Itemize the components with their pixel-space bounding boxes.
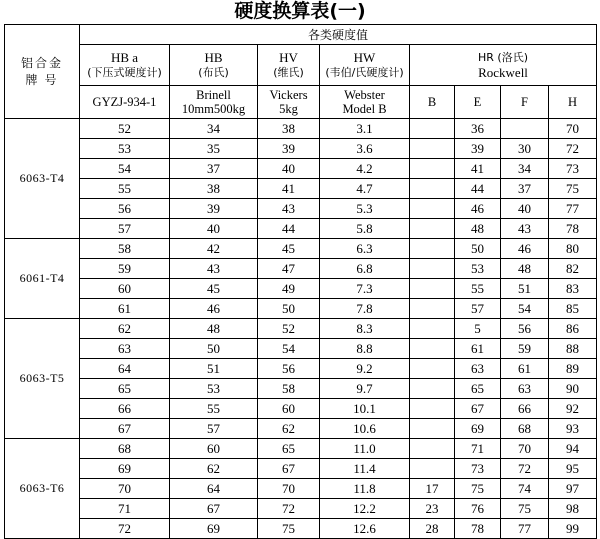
cell-hb: 62 [170,459,258,479]
header-hv-instrument [258,86,320,119]
header-hr-group [410,45,597,86]
cell-hw: 5.8 [320,219,410,239]
header-alloy-grade-line1: 铝合金 [20,55,63,70]
cell-hr-e: 46 [455,199,501,219]
header-hv-sub1: Vickers [269,88,308,102]
cell-hr-e: 50 [455,239,501,259]
cell-hr-f: 59 [501,339,549,359]
cell-hr-h: 92 [549,399,597,419]
cell-hr-f [501,119,549,139]
cell-hv: 75 [258,519,320,539]
cell-hr-e: 39 [455,139,501,159]
cell-hba: 71 [80,499,170,519]
header-hv-line1: HV [279,50,298,65]
cell-hr-h: 83 [549,279,597,299]
table-row [5,199,597,219]
header-hb [170,45,258,86]
header-hba-instrument [80,86,170,119]
table-row [5,519,597,539]
header-hba-sub1: GYZJ-934-1 [92,95,157,109]
cell-hw: 6.3 [320,239,410,259]
header-hw-line1: HW [353,50,376,65]
cell-hba: 72 [80,519,170,539]
cell-hr-b [410,119,455,139]
header-alloy-grade-line2: 牌 号 [25,72,59,87]
header-hba-line2: (下压式硬度计) [87,66,162,79]
cell-alloy-grade: 6063-T5 [5,319,80,439]
cell-hr-e: 41 [455,159,501,179]
cell-hr-h: 95 [549,459,597,479]
table-header-row-sub [5,86,597,119]
cell-hw: 7.8 [320,299,410,319]
cell-hv: 50 [258,299,320,319]
cell-hr-b [410,139,455,159]
cell-hr-h: 82 [549,259,597,279]
cell-hr-h: 99 [549,519,597,539]
cell-hb: 35 [170,139,258,159]
cell-hr-h: 85 [549,299,597,319]
cell-hv: 67 [258,459,320,479]
cell-hr-h: 97 [549,479,597,499]
cell-hw: 9.7 [320,379,410,399]
cell-hw: 3.6 [320,139,410,159]
cell-hr-e: 63 [455,359,501,379]
cell-hv: 58 [258,379,320,399]
cell-hr-f: 77 [501,519,549,539]
cell-hr-e: 5 [455,319,501,339]
cell-hr-e: 61 [455,339,501,359]
header-hw [320,45,410,86]
header-hv-line2: (维氏) [273,66,304,79]
cell-hb: 50 [170,339,258,359]
header-hb-instrument [170,86,258,119]
cell-hb: 46 [170,299,258,319]
header-hb-line2: (布氏) [198,66,229,79]
cell-hv: 60 [258,399,320,419]
cell-hr-f: 30 [501,139,549,159]
cell-hr-b [410,439,455,459]
cell-hr-b [410,359,455,379]
cell-hr-f: 56 [501,319,549,339]
cell-hb: 45 [170,279,258,299]
cell-hr-f: 37 [501,179,549,199]
cell-hw: 7.3 [320,279,410,299]
cell-hr-h: 75 [549,179,597,199]
cell-alloy-grade: 6061-T4 [5,239,80,319]
cell-hw: 12.6 [320,519,410,539]
cell-hw: 6.8 [320,259,410,279]
cell-hr-b: 28 [410,519,455,539]
cell-hr-e: 57 [455,299,501,319]
cell-hr-f: 46 [501,239,549,259]
cell-hv: 54 [258,339,320,359]
cell-hr-h: 89 [549,359,597,379]
table-header-row-main [5,45,597,86]
cell-hr-b [410,419,455,439]
cell-hr-f: 66 [501,399,549,419]
cell-hr-f: 54 [501,299,549,319]
cell-hb: 60 [170,439,258,459]
cell-hb: 38 [170,179,258,199]
cell-hr-h: 70 [549,119,597,139]
header-hr-line2: Rockwell [478,65,528,80]
cell-hw: 11.4 [320,459,410,479]
cell-hr-b [410,299,455,319]
cell-hr-f: 40 [501,199,549,219]
cell-hr-h: 80 [549,239,597,259]
header-hr-e: E [455,86,501,119]
cell-hv: 62 [258,419,320,439]
cell-hba: 60 [80,279,170,299]
cell-hb: 42 [170,239,258,259]
cell-hb: 55 [170,399,258,419]
cell-hba: 65 [80,379,170,399]
header-hb-sub2: 10mm500kg [181,102,246,116]
cell-hw: 4.2 [320,159,410,179]
table-row [5,439,597,459]
table-row [5,179,597,199]
cell-hr-f: 34 [501,159,549,179]
cell-hr-e: 67 [455,399,501,419]
table-body [5,119,597,539]
cell-hv: 72 [258,499,320,519]
cell-hr-b [410,199,455,219]
header-hv-sub2: 5kg [279,102,298,116]
cell-hba: 67 [80,419,170,439]
cell-hr-h: 86 [549,319,597,339]
cell-hb: 39 [170,199,258,219]
cell-hr-e: 44 [455,179,501,199]
header-hb-sub1: Brinell [196,88,231,102]
table-row [5,259,597,279]
cell-hba: 63 [80,339,170,359]
table-row [5,279,597,299]
cell-hv: 49 [258,279,320,299]
cell-hv: 70 [258,479,320,499]
cell-hr-h: 73 [549,159,597,179]
table-row [5,299,597,319]
cell-hba: 53 [80,139,170,159]
cell-hr-f: 48 [501,259,549,279]
cell-hb: 53 [170,379,258,399]
cell-hba: 68 [80,439,170,459]
cell-hr-b [410,459,455,479]
cell-hr-b [410,319,455,339]
cell-hr-h: 78 [549,219,597,239]
cell-hw: 3.1 [320,119,410,139]
cell-hr-b [410,159,455,179]
cell-hba: 59 [80,259,170,279]
cell-hr-h: 72 [549,139,597,159]
cell-hr-e: 65 [455,379,501,399]
cell-hw: 4.7 [320,179,410,199]
cell-hr-f: 70 [501,439,549,459]
cell-hb: 43 [170,259,258,279]
cell-hr-e: 48 [455,219,501,239]
table-row [5,419,597,439]
cell-hr-e: 71 [455,439,501,459]
cell-hr-f: 43 [501,219,549,239]
cell-hr-e: 55 [455,279,501,299]
table-row [5,379,597,399]
cell-hw: 9.2 [320,359,410,379]
table-row [5,239,597,259]
cell-hr-e: 76 [455,499,501,519]
header-hw-sub2: Model B [342,102,387,116]
cell-hr-b: 17 [410,479,455,499]
cell-hba: 58 [80,239,170,259]
cell-hr-h: 93 [549,419,597,439]
cell-hv: 56 [258,359,320,379]
cell-hv: 38 [258,119,320,139]
cell-hv: 40 [258,159,320,179]
cell-hr-e: 73 [455,459,501,479]
cell-hba: 62 [80,319,170,339]
table-header-row-group [5,25,597,45]
cell-hr-f: 61 [501,359,549,379]
cell-hv: 45 [258,239,320,259]
cell-hr-b [410,179,455,199]
cell-hr-b [410,399,455,419]
cell-hr-b: 23 [410,499,455,519]
cell-hw: 8.8 [320,339,410,359]
cell-hr-f: 68 [501,419,549,439]
cell-hw: 5.3 [320,199,410,219]
cell-hba: 54 [80,159,170,179]
header-hba [80,45,170,86]
cell-hb: 69 [170,519,258,539]
cell-hr-e: 78 [455,519,501,539]
table-row [5,479,597,499]
cell-hba: 61 [80,299,170,319]
cell-hw: 10.6 [320,419,410,439]
cell-hr-h: 98 [549,499,597,519]
cell-hba: 56 [80,199,170,219]
cell-hr-b [410,239,455,259]
hardness-conversion-table [4,24,597,539]
cell-hw: 12.2 [320,499,410,519]
header-hw-line2: (韦伯/氏硬度计) [325,66,404,79]
header-hb-line1: HB [204,50,223,65]
cell-hr-f: 51 [501,279,549,299]
cell-hr-f: 75 [501,499,549,519]
cell-hba: 69 [80,459,170,479]
cell-hr-b [410,279,455,299]
header-hardness-values: 各类硬度值 [80,25,597,45]
cell-hr-e: 53 [455,259,501,279]
cell-hw: 11.0 [320,439,410,459]
cell-hw: 11.8 [320,479,410,499]
table-row [5,399,597,419]
cell-hb: 67 [170,499,258,519]
cell-hb: 34 [170,119,258,139]
cell-hr-h: 88 [549,339,597,359]
cell-hba: 52 [80,119,170,139]
table-row [5,119,597,139]
header-hr-b: B [410,86,455,119]
header-hr-f: F [501,86,549,119]
cell-hr-e: 75 [455,479,501,499]
header-hw-sub1: Webster [344,88,385,102]
cell-hr-e: 69 [455,419,501,439]
cell-hba: 55 [80,179,170,199]
table-row [5,159,597,179]
cell-alloy-grade: 6063-T6 [5,439,80,539]
table-row [5,459,597,479]
cell-hb: 37 [170,159,258,179]
table-row [5,219,597,239]
cell-hr-f: 72 [501,459,549,479]
table-row [5,359,597,379]
cell-hb: 51 [170,359,258,379]
cell-hb: 57 [170,419,258,439]
cell-hba: 57 [80,219,170,239]
cell-hr-h: 94 [549,439,597,459]
cell-hv: 43 [258,199,320,219]
cell-hb: 64 [170,479,258,499]
cell-hw: 8.3 [320,319,410,339]
cell-hr-h: 90 [549,379,597,399]
cell-hr-b [410,259,455,279]
cell-hw: 10.1 [320,399,410,419]
cell-hr-h: 77 [549,199,597,219]
cell-hba: 70 [80,479,170,499]
cell-alloy-grade: 6063-T4 [5,119,80,239]
header-hv [258,45,320,86]
cell-hv: 41 [258,179,320,199]
cell-hr-e: 36 [455,119,501,139]
table-row [5,139,597,159]
cell-hba: 64 [80,359,170,379]
header-hr-line1: HR (洛氏) [478,51,528,64]
cell-hv: 47 [258,259,320,279]
cell-hr-b [410,219,455,239]
cell-hv: 44 [258,219,320,239]
cell-hr-b [410,379,455,399]
cell-hv: 65 [258,439,320,459]
cell-hr-f: 74 [501,479,549,499]
cell-hr-b [410,339,455,359]
table-row [5,339,597,359]
cell-hba: 66 [80,399,170,419]
table-row [5,319,597,339]
header-hw-instrument [320,86,410,119]
header-alloy-grade [5,25,80,119]
page-title: 硬度换算表(一) [234,0,366,22]
header-hba-line1: HB a [110,50,139,65]
cell-hr-f: 63 [501,379,549,399]
cell-hb: 40 [170,219,258,239]
header-hr-h: H [549,86,597,119]
cell-hb: 48 [170,319,258,339]
cell-hv: 52 [258,319,320,339]
cell-hv: 39 [258,139,320,159]
